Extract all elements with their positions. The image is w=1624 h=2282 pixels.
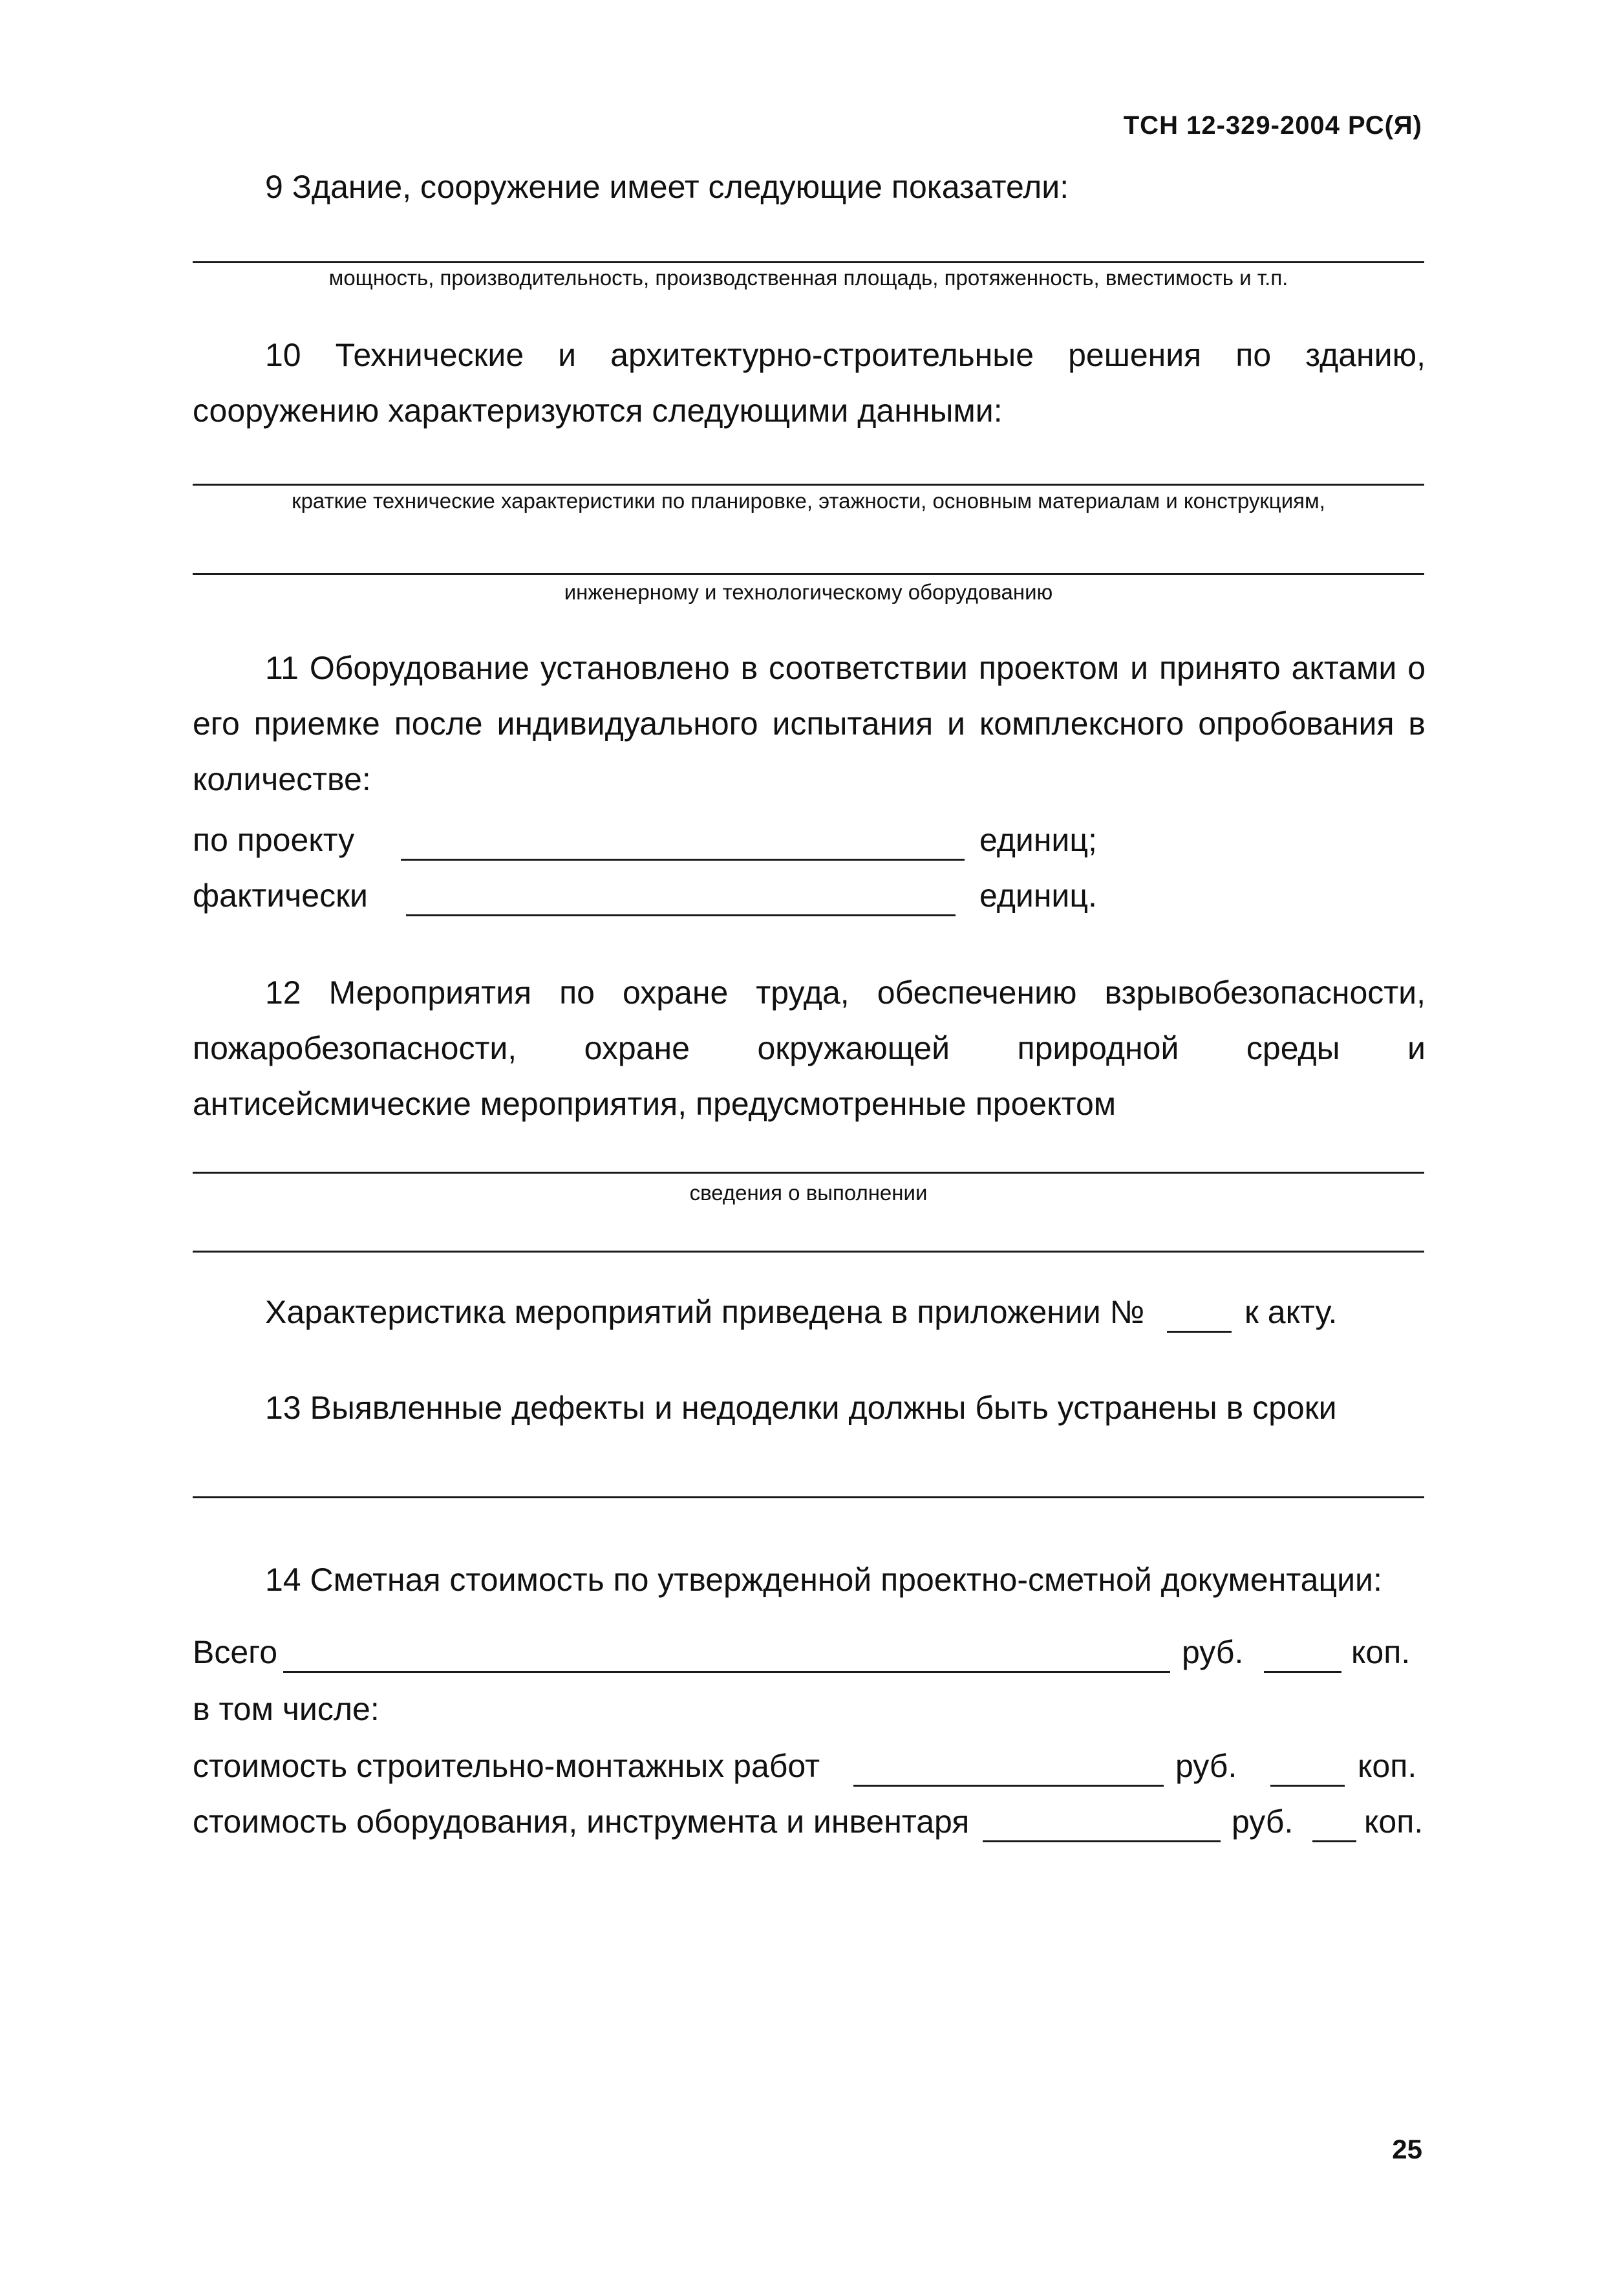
item-12-line-3: антисейсмические мероприятия, предусмотренные проектом — [193, 1086, 1116, 1122]
item-10-caption-1: краткие технические характеристики по планировке, этажности, основным материалам и конструкциям, — [292, 489, 1325, 513]
equipment-kop-label: коп. — [1364, 1803, 1424, 1840]
construction-kop-input[interactable] — [1270, 1785, 1345, 1787]
by-project-label: по проекту — [193, 822, 355, 858]
item-12-fill-line-2[interactable] — [193, 1251, 1424, 1253]
total-rub-label: руб. — [1182, 1634, 1244, 1670]
page-number: 25 — [1392, 2134, 1422, 2164]
item-10-line-2: сооружению характеризуются следующими данными: — [193, 393, 1003, 429]
item-12-caption: сведения о выполнении — [689, 1181, 928, 1205]
item-11-line-2: его приемке после индивидуального испытания и комплексного опробования в — [193, 705, 1426, 742]
appendix-text: Характеристика мероприятий приведена в приложении № — [265, 1294, 1145, 1330]
item-11-line-1: 11 Оборудование установлено в соответствии проектом и принято актами о — [265, 650, 1426, 686]
construction-kop-label: коп. — [1358, 1748, 1417, 1784]
item-10-caption-2: инженерному и технологическому оборудованию — [564, 580, 1053, 604]
item-13-fill-line[interactable] — [193, 1496, 1424, 1498]
construction-cost-label: стоимость строительно-монтажных работ — [193, 1748, 820, 1784]
item-10-fill-line-2[interactable] — [193, 573, 1424, 575]
actual-input-line[interactable] — [406, 914, 956, 916]
by-project-input-line[interactable] — [401, 859, 965, 861]
total-kop-input[interactable] — [1264, 1671, 1341, 1673]
item-9-fill-line[interactable] — [193, 261, 1424, 263]
equipment-kop-input[interactable] — [1312, 1840, 1356, 1842]
by-project-unit: единиц; — [979, 822, 1097, 858]
item-12-line-1: 12 Мероприятия по охране труда, обеспечению взрывобезопасности, — [265, 974, 1426, 1011]
item-10-line-1: 10 Технические и архитектурно-строительные решения по зданию, — [265, 337, 1426, 373]
item-11-line-3: количестве: — [193, 761, 371, 797]
equipment-cost-label: стоимость оборудования, инструмента и инвентаря — [193, 1803, 970, 1840]
construction-rub-label: руб. — [1175, 1748, 1237, 1784]
appendix-number-input[interactable] — [1167, 1331, 1232, 1333]
document-code: ТСН 12-329-2004 РС(Я) — [1123, 111, 1422, 140]
total-kop-label: коп. — [1351, 1634, 1411, 1670]
equipment-rub-input[interactable] — [983, 1840, 1221, 1842]
item-12-line-2: пожаробезопасности, охране окружающей природной среды и — [193, 1030, 1426, 1066]
item-14-text: 14 Сметная стоимость по утвержденной проектно-сметной документации: — [265, 1562, 1382, 1598]
actual-unit: единиц. — [979, 877, 1097, 914]
actual-label: фактически — [193, 877, 368, 914]
item-9-text: 9 Здание, сооружение имеет следующие показатели: — [265, 169, 1069, 205]
equipment-rub-label: руб. — [1232, 1803, 1294, 1840]
item-10-fill-line-1[interactable] — [193, 484, 1424, 486]
item-13-text: 13 Выявленные дефекты и недоделки должны быть устранены в сроки — [265, 1390, 1337, 1426]
including-label: в том числе: — [193, 1691, 379, 1727]
item-12-fill-line-1[interactable] — [193, 1172, 1424, 1174]
construction-rub-input[interactable] — [853, 1785, 1164, 1787]
total-label: Всего — [193, 1634, 278, 1670]
total-rub-input[interactable] — [283, 1671, 1170, 1673]
appendix-suffix: к акту. — [1245, 1294, 1338, 1330]
item-9-caption: мощность, производительность, производственная площадь, протяженность, вместимость и т.п. — [328, 266, 1288, 290]
